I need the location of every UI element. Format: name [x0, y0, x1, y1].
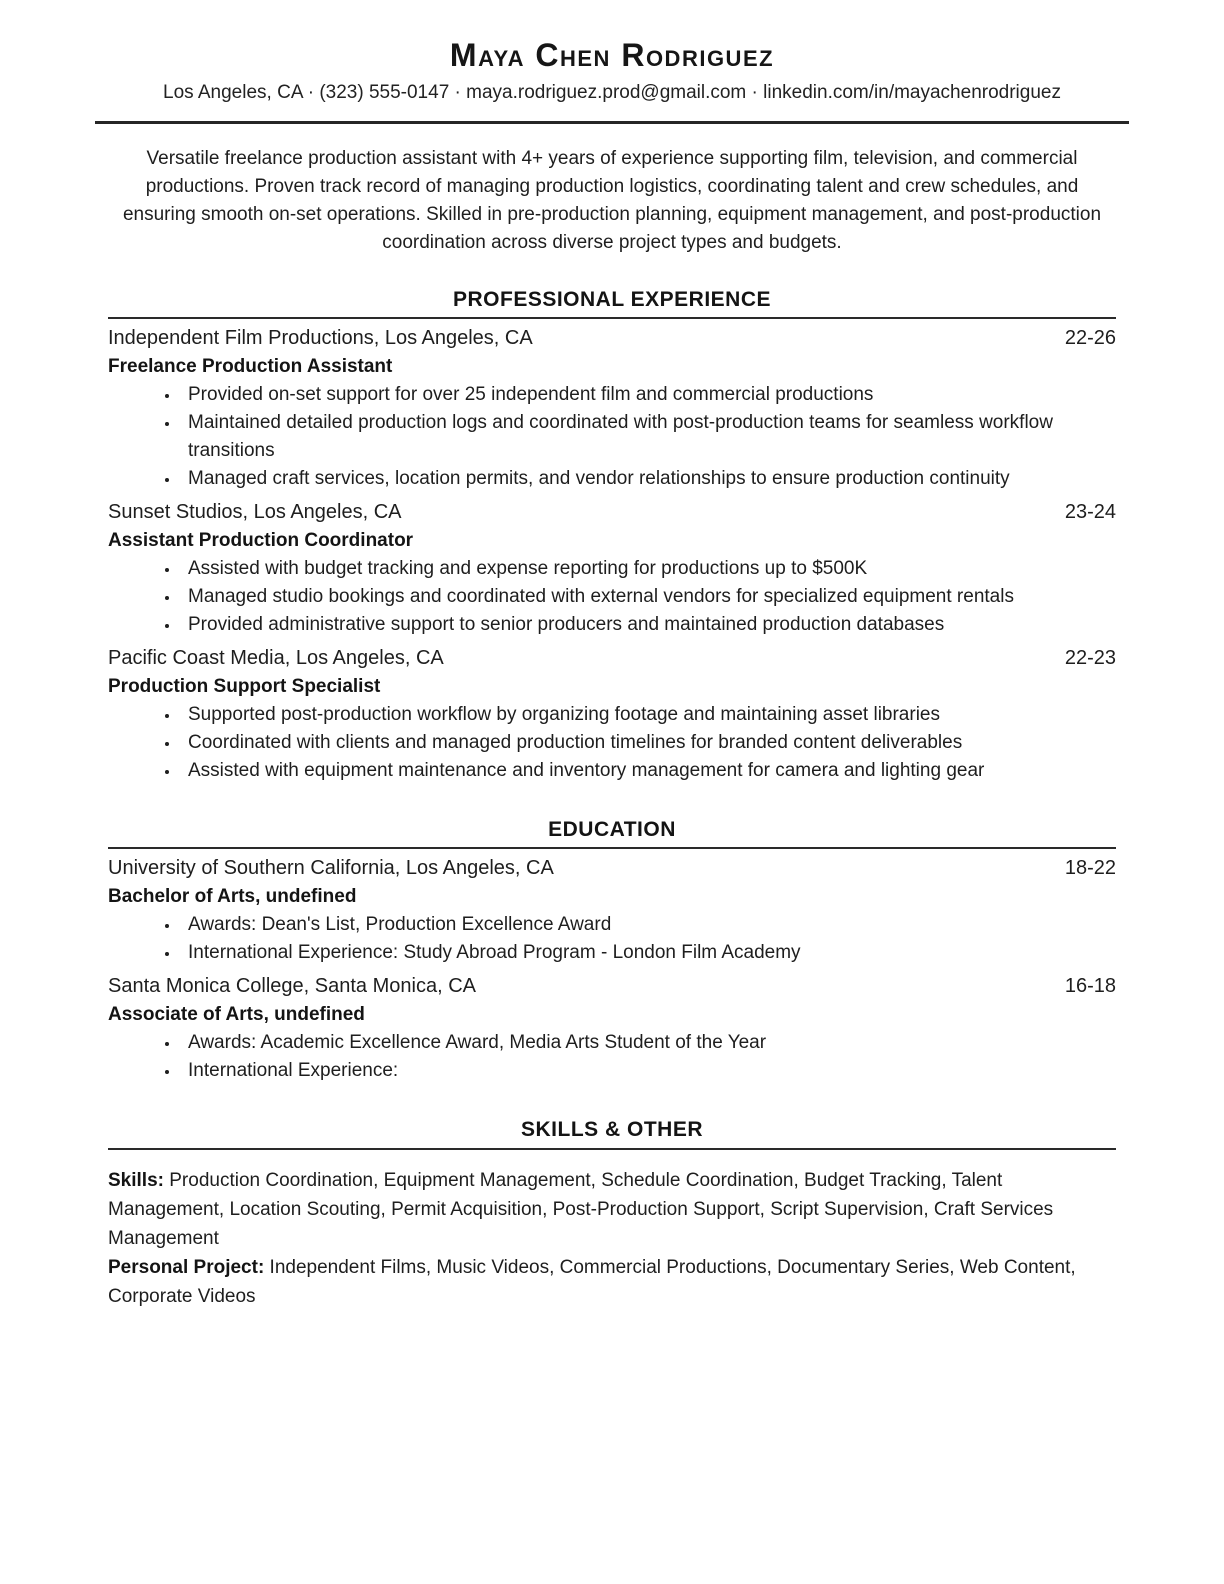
bullet-item: • International Experience:	[180, 1057, 1116, 1085]
school-header	[108, 854, 1116, 883]
personal-project-label: Personal Project:	[108, 1256, 265, 1278]
skills-section	[108, 1117, 1116, 1310]
date-range: 23-24	[1064, 501, 1116, 524]
experience-divider	[108, 317, 1116, 319]
degree-title: Associate of Arts, undefined	[108, 1004, 365, 1026]
bullet-item: • International Experience: Study Abroad Program - London Film Academy	[180, 939, 1116, 967]
school-header	[108, 972, 1116, 1001]
school-bullets	[108, 1029, 1116, 1085]
bullet-item: • Supported post-production workflow by organizing footage and maintaining asset libraries	[180, 701, 1116, 729]
bullet-item: • Managed studio bookings and coordinated with external vendors for specialized equipment rentals	[180, 583, 1116, 611]
section-title-skills: SKILLS & OTHER	[520, 1118, 703, 1142]
bullet-item: • Coordinated with clients and managed production timelines for branded content deliverables	[180, 729, 1116, 757]
candidate-name: Maya Chen Rodriguez	[449, 37, 775, 73]
experience-section	[108, 287, 1116, 785]
section-title-experience: PROFESSIONAL EXPERIENCE	[452, 288, 771, 312]
personal-project-text: Independent Films, Music Videos, Commercial Productions, Documentary Series, Web Content, Corporate Videos	[108, 1256, 1076, 1307]
date-range: 22-23	[1064, 647, 1116, 670]
education-section	[108, 817, 1116, 1085]
education-divider	[108, 847, 1116, 849]
bullet-item: • Assisted with equipment maintenance and inventory management for camera and lighting gear	[180, 757, 1116, 785]
section-title-education: EDUCATION	[548, 818, 676, 842]
job-bullets	[108, 701, 1116, 785]
date-range: 22-26	[1064, 327, 1116, 350]
skills-block	[108, 1166, 1116, 1311]
job-bullets	[108, 381, 1116, 493]
bullet-item: • Managed craft services, location permits, and vendor relationships to ensure production continuity	[180, 465, 1116, 493]
job-header	[108, 324, 1116, 353]
school-name: Santa Monica College, Santa Monica, CA	[108, 975, 476, 998]
skills-label: Skills:	[108, 1169, 164, 1191]
degree-title: Bachelor of Arts, undefined	[108, 886, 357, 908]
bullet-item: • Provided on-set support for over 25 independent film and commercial productions	[180, 381, 1116, 409]
date-range: 16-18	[1064, 975, 1116, 998]
bullet-item: • Assisted with budget tracking and expense reporting for productions up to $500K	[180, 555, 1116, 583]
job-title: Production Support Specialist	[108, 676, 381, 698]
date-range: 18-22	[1064, 857, 1116, 880]
contact-info: Los Angeles, CA · (323) 555-0147 · maya.rodriguez.prod@gmail.com · linkedin.com/in/mayachenrodriguez	[163, 82, 1061, 104]
company-name: Independent Film Productions, Los Angeles, CA	[108, 327, 533, 350]
company-name: Sunset Studios, Los Angeles, CA	[108, 501, 402, 524]
bullet-item: • Awards: Academic Excellence Award, Media Arts Student of the Year	[180, 1029, 1116, 1057]
header-divider	[95, 121, 1129, 124]
job-bullets	[108, 555, 1116, 639]
job-header	[108, 498, 1116, 527]
school-bullets	[108, 911, 1116, 967]
skills-text: Production Coordination, Equipment Management, Schedule Coordination, Budget Tracking, Talent Management, Location Scouting, Permit Acquisition, Post-Production Support, Script Supervision, Craft Services Management	[108, 1169, 1054, 1249]
bullet-item: • Provided administrative support to senior producers and maintained production databases	[180, 611, 1116, 639]
personal-project-line	[108, 1253, 1116, 1311]
skills-divider	[108, 1148, 1116, 1150]
skills-line	[108, 1166, 1116, 1253]
job-title: Assistant Production Coordinator	[108, 530, 414, 552]
job-title: Freelance Production Assistant	[108, 356, 393, 378]
company-name: Pacific Coast Media, Los Angeles, CA	[108, 647, 444, 670]
job-header	[108, 644, 1116, 673]
school-name: University of Southern California, Los Angeles, CA	[108, 857, 554, 880]
summary-paragraph: Versatile freelance production assistant with 4+ years of experience supporting film, television, and commercial productions. Proven track record of managing production logistics, coordinating talent and crew schedules, and ensuring smooth on-set operations. Skilled in pre-production planning, equipment management, and post-production coordination across diverse project types and budgets.	[122, 148, 1102, 254]
bullet-item: • Maintained detailed production logs and coordinated with post-production teams for seamless workflow transitions	[180, 409, 1116, 465]
bullet-item: • Awards: Dean's List, Production Excellence Award	[180, 911, 1116, 939]
